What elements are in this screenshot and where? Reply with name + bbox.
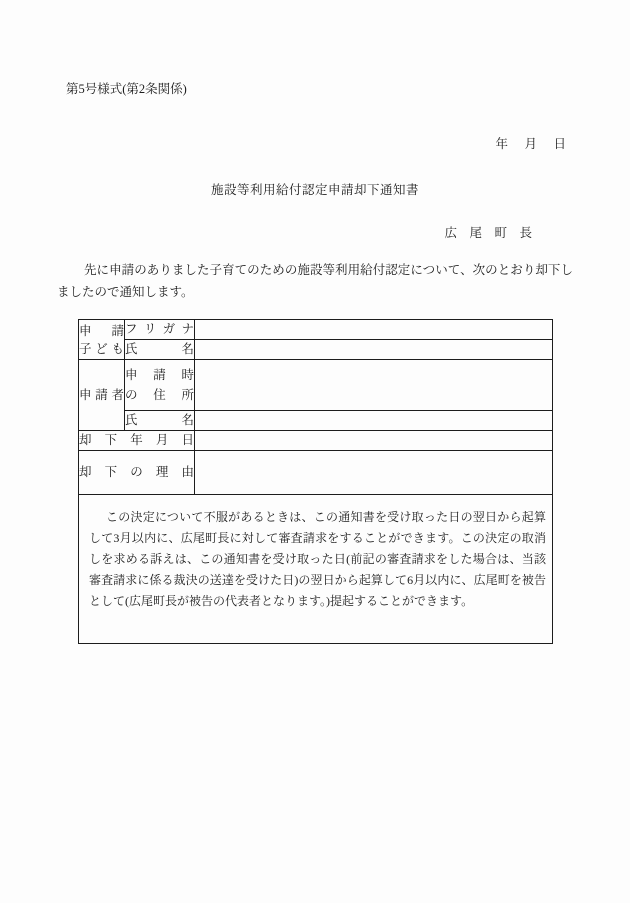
child-name-label: 氏 名 bbox=[125, 342, 194, 356]
applicant-address-label-cell bbox=[125, 360, 195, 411]
rejection-date-label-cell bbox=[79, 431, 195, 451]
body-paragraph: 先に申請のありました子育てのための施設等利用給付認定について、次のとおり却下しましたので通知します。 bbox=[57, 263, 573, 299]
application-table bbox=[78, 319, 553, 644]
applicant-name-label: 氏 名 bbox=[125, 413, 194, 427]
child-group-label-line2: 子 ど も bbox=[79, 341, 124, 356]
rejection-reason-label-cell bbox=[79, 451, 195, 495]
table-row-appeal-note bbox=[79, 495, 553, 644]
child-name-label-cell bbox=[125, 340, 195, 360]
table-row-applicant-name bbox=[79, 411, 553, 431]
addressee-mayor: 広 尾 町 長 bbox=[444, 226, 532, 240]
child-furigana-label: フ リ ガ ナ bbox=[125, 322, 194, 336]
applicant-address-label-line1: 申 請 時 bbox=[125, 368, 194, 382]
rejection-date-value-cell bbox=[195, 431, 553, 451]
table-row-child-furigana bbox=[79, 320, 553, 340]
applicant-group-label-cell bbox=[79, 360, 125, 431]
rejection-date-label: 却 下 年 月 日 bbox=[79, 433, 194, 447]
rejection-reason-label: 却 下 の 理 由 bbox=[79, 465, 194, 479]
child-group-label-cell bbox=[79, 320, 125, 360]
date-line: 年 月 日 bbox=[495, 137, 568, 151]
applicant-group-label: 申 請 者 bbox=[79, 388, 124, 402]
form-number: 第5号様式(第2条関係) bbox=[66, 82, 187, 96]
child-group-label-line1: 申 請 bbox=[79, 323, 124, 338]
table-row-child-name bbox=[79, 340, 553, 360]
table-row-rejection-reason bbox=[79, 451, 553, 495]
rejection-reason-value-cell bbox=[195, 451, 553, 495]
child-furigana-value-cell bbox=[195, 320, 553, 340]
document-title: 施設等利用給付認定申請却下通知書 bbox=[210, 183, 419, 197]
child-furigana-label-cell bbox=[125, 320, 195, 340]
child-name-value-cell bbox=[195, 340, 553, 360]
applicant-address-value-cell bbox=[195, 360, 553, 411]
applicant-address-label-line2: の 住 所 bbox=[125, 388, 194, 402]
appeal-note-cell: この決定について不服があるときは、この通知書を受け取った日の翌日から起算して3月以内に、広尾町長に対して審査請求をすることができます。この決定の取消しを求める訴えは、この通知書を受け取った日(前記の審査請求をした場合は、当該審査請求に係る裁決の送達を受けた日)の翌日から起算して6月以内に、広尾町を被告として(広尾町長が被告の代表者となります。)提起することができます。 bbox=[79, 495, 553, 644]
applicant-name-label-cell bbox=[125, 411, 195, 431]
applicant-name-value-cell bbox=[195, 411, 553, 431]
table-row-applicant-address bbox=[79, 360, 553, 411]
table-row-rejection-date bbox=[79, 431, 553, 451]
